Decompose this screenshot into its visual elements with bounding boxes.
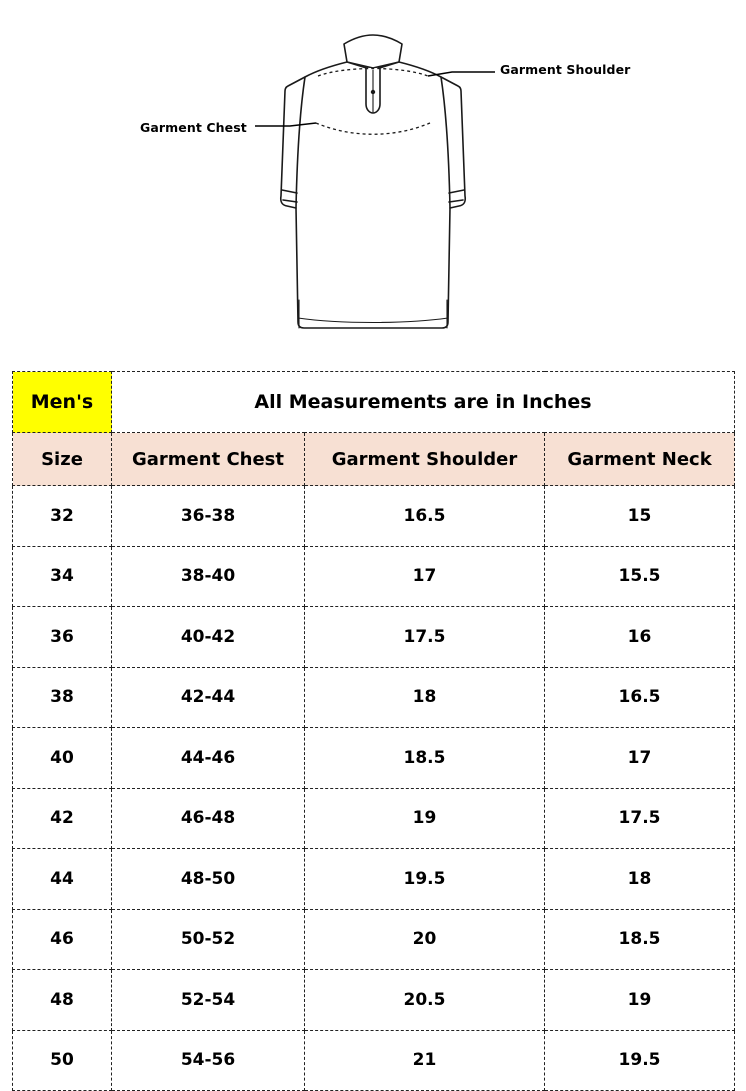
table-row [13, 728, 735, 789]
table-row [13, 546, 735, 607]
cell-chest: 54-56 [112, 1030, 305, 1091]
cell-neck: 17 [545, 728, 735, 789]
gender-title-cell: Men's [13, 372, 112, 433]
cell-neck: 18.5 [545, 909, 735, 970]
cell-size: 38 [13, 667, 112, 728]
cell-size: 42 [13, 788, 112, 849]
measurement-units-title: All Measurements are in Inches [112, 372, 735, 433]
cell-chest: 50-52 [112, 909, 305, 970]
table-row [13, 849, 735, 910]
annotation-label-garment-chest: Garment Chest [140, 120, 247, 135]
cell-neck: 16 [545, 607, 735, 668]
table-header-row [13, 433, 735, 486]
header-garment-chest: Garment Chest [112, 433, 305, 486]
cell-chest: 44-46 [112, 728, 305, 789]
cell-neck: 18 [545, 849, 735, 910]
cell-size: 44 [13, 849, 112, 910]
cell-shoulder: 16.5 [305, 486, 545, 547]
cell-shoulder: 18 [305, 667, 545, 728]
cell-size: 48 [13, 970, 112, 1031]
cell-chest: 36-38 [112, 486, 305, 547]
size-chart-table [12, 371, 735, 1091]
header-size: Size [13, 433, 112, 486]
cell-chest: 40-42 [112, 607, 305, 668]
cell-neck: 17.5 [545, 788, 735, 849]
cell-neck: 19.5 [545, 1030, 735, 1091]
cell-size: 34 [13, 546, 112, 607]
cell-neck: 16.5 [545, 667, 735, 728]
table-row [13, 909, 735, 970]
table-row [13, 486, 735, 547]
cell-neck: 19 [545, 970, 735, 1031]
cell-chest: 38-40 [112, 546, 305, 607]
cell-shoulder: 18.5 [305, 728, 545, 789]
cell-chest: 42-44 [112, 667, 305, 728]
cell-chest: 48-50 [112, 849, 305, 910]
cell-size: 50 [13, 1030, 112, 1091]
cell-chest: 52-54 [112, 970, 305, 1031]
cell-shoulder: 17 [305, 546, 545, 607]
table-row [13, 1030, 735, 1091]
cell-shoulder: 19 [305, 788, 545, 849]
table-row [13, 607, 735, 668]
kurta-drawing [0, 0, 746, 360]
cell-size: 46 [13, 909, 112, 970]
cell-chest: 46-48 [112, 788, 305, 849]
cell-neck: 15 [545, 486, 735, 547]
cell-shoulder: 21 [305, 1030, 545, 1091]
cell-shoulder: 19.5 [305, 849, 545, 910]
cell-shoulder: 20 [305, 909, 545, 970]
garment-illustration [0, 0, 746, 360]
cell-shoulder: 20.5 [305, 970, 545, 1031]
header-garment-neck: Garment Neck [545, 433, 735, 486]
cell-size: 40 [13, 728, 112, 789]
table-row [13, 667, 735, 728]
cell-size: 36 [13, 607, 112, 668]
header-garment-shoulder: Garment Shoulder [305, 433, 545, 486]
cell-shoulder: 17.5 [305, 607, 545, 668]
annotation-label-garment-shoulder: Garment Shoulder [500, 62, 631, 77]
cell-neck: 15.5 [545, 546, 735, 607]
table-row [13, 970, 735, 1031]
size-chart-container [12, 371, 734, 1091]
table-title-row [13, 372, 735, 433]
cell-size: 32 [13, 486, 112, 547]
table-row [13, 788, 735, 849]
